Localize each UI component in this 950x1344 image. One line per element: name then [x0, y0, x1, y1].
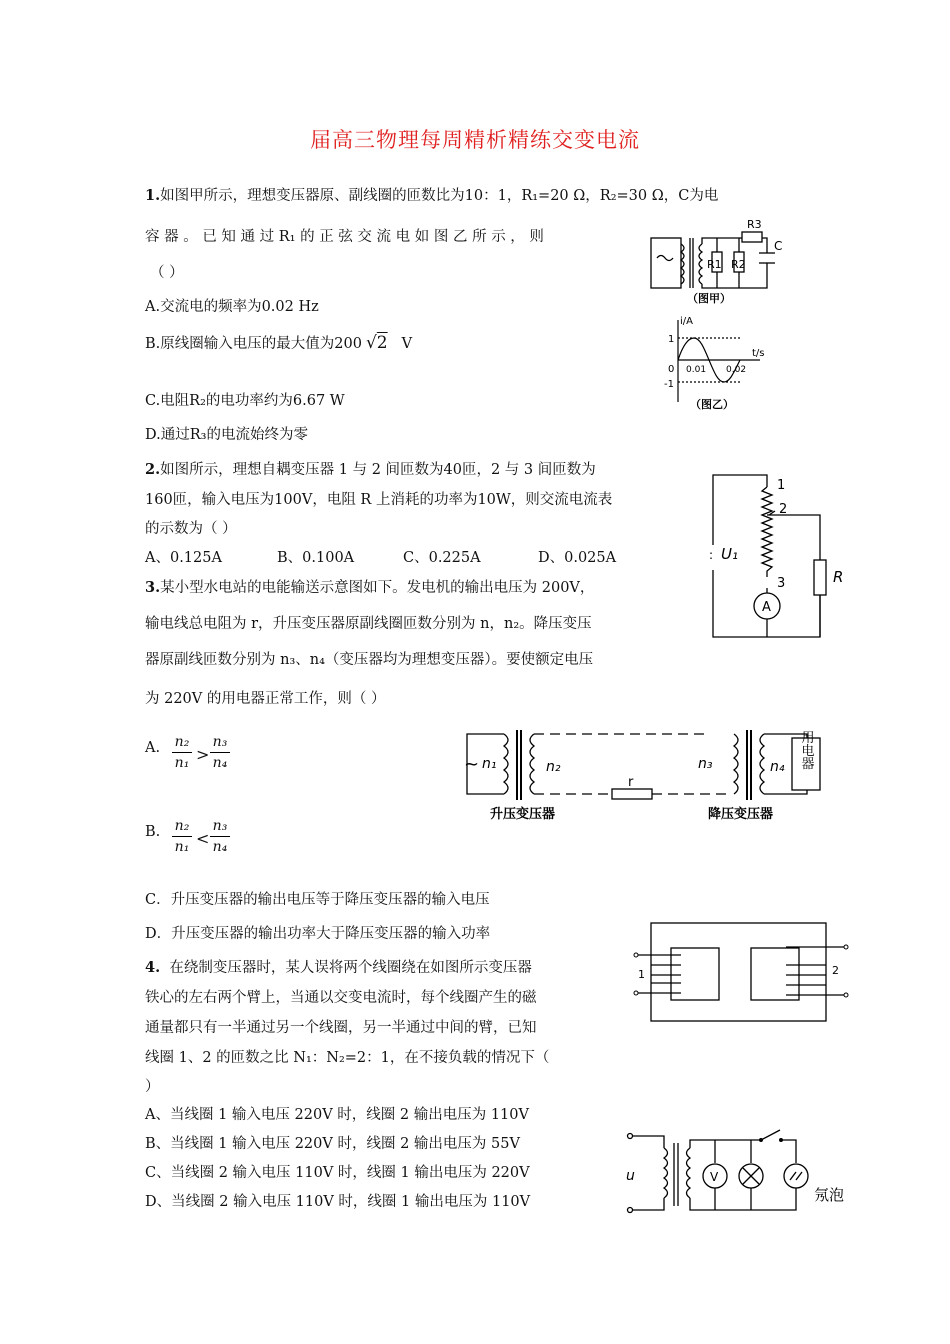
- q1-line2: 容 器 。 已 知 通 过 R₁ 的 正 弦 交 流 电 如 图 乙 所 示 ， 则: [145, 229, 544, 245]
- neon-bulb-label: 氖泡: [814, 1186, 845, 1204]
- q2-option-d: D、0.025A: [538, 550, 617, 566]
- q4-option-d: D、当线圈 2 输入电压 110V 时，线圈 1 输出电压为 110V: [145, 1194, 531, 1210]
- q3-line3: 器原副线匝数分别为 n₃、n₄（变压器均为理想变压器）。要使额定电压: [145, 652, 594, 668]
- n2-label: n₂: [546, 759, 561, 775]
- q1-option-b: B.原线圈输入电压的最大值为200 √2 V: [145, 333, 413, 353]
- q1-option-a: A.交流电的频率为0.02 Hz: [145, 299, 319, 315]
- figure-jia-circuit: [647, 218, 787, 308]
- q1-line1: 1.如图甲所示，理想变压器原、副线圈的匝数比为10：1，R₁=20 Ω，R₂=30 Ω，C为电: [145, 187, 719, 204]
- load-label: 用电器: [798, 730, 814, 770]
- q3-number: 3.: [145, 579, 161, 596]
- q3-line1: 3.某小型水电站的电能输送示意图如下。发电机的输出电压为 200V，: [145, 579, 595, 596]
- figure-yi-graph: [660, 312, 780, 412]
- x-tick-002: 0.02: [726, 365, 747, 375]
- tap-2-label: 2: [779, 502, 788, 517]
- q4-line5: ）: [145, 1079, 160, 1095]
- q3-option-c: C．升压变压器的输出电压等于降压变压器的输入电压: [145, 892, 490, 908]
- q3-option-b-fraction-2: n₃ n₄: [210, 818, 230, 855]
- secondary-coil-icon: [699, 244, 702, 284]
- secondary-coil-icon: [687, 1148, 691, 1198]
- q2-line2: 160匝，输入电压为100V，电阻 R 上消耗的功率为10W，则交流电流表: [145, 492, 613, 508]
- c-label: C: [774, 239, 783, 253]
- q2-line3: 的示数为（ ）: [145, 521, 237, 537]
- figure-jia-caption: （图甲）: [687, 292, 731, 305]
- iron-core-window-right: [751, 948, 799, 1000]
- figure-q2-autotransformer: [705, 465, 855, 640]
- neon-bulb-icon: [784, 1164, 808, 1188]
- step-down-caption: 降压变压器: [708, 807, 774, 822]
- tap-1-label: 1: [777, 478, 786, 493]
- n3-label: n₃: [698, 756, 713, 772]
- q1-line3: （ ）: [150, 265, 184, 281]
- q3-option-a-fraction-2: n₃ n₄: [210, 734, 230, 771]
- y-tick-neg1: -1: [664, 379, 674, 390]
- primary-loop: [651, 238, 681, 288]
- ammeter-label: A: [762, 600, 771, 615]
- r3-label: R3: [747, 218, 762, 231]
- x-axis-label: t/s: [752, 348, 765, 359]
- q3-option-a-fraction-1: n₂ n₁: [172, 734, 192, 771]
- y-tick-1: 1: [668, 334, 675, 345]
- q3-line4: 为 220V 的用电器正常工作，则（ ）: [145, 691, 386, 707]
- resistor-r-label: R: [833, 568, 844, 586]
- figure-yi-caption: （图乙）: [690, 398, 734, 411]
- q1-option-d: D.通过R₃的电流始终为零: [145, 427, 308, 443]
- n1-label: n₁: [482, 756, 497, 772]
- q1-number: 1.: [145, 187, 161, 204]
- r-label: r: [628, 775, 634, 790]
- tap-3-label: 3: [777, 576, 786, 591]
- q4-option-c: C、当线圈 2 输入电压 110V 时，线圈 1 输出电压为 220V: [145, 1165, 530, 1181]
- primary-coil-icon: [664, 1148, 668, 1198]
- q3-option-d: D．升压变压器的输出功率大于降压变压器的输入功率: [145, 926, 491, 942]
- q2-option-b: B、0.100A: [277, 550, 355, 566]
- q4-line3: 通量都只有一半通过另一个线圈，另一半通过中间的臂，已知: [145, 1020, 537, 1036]
- ac-source-icon: [657, 256, 673, 261]
- y-tick-0: 0: [668, 364, 675, 375]
- ac-source-symbol: ~: [464, 754, 480, 775]
- autotransformer-coil-icon: [762, 487, 772, 577]
- q3-line2: 输电线总电阻为 r，升压变压器原副线圈匝数分别为 n，n₂。降压变压: [145, 616, 592, 632]
- svg-text::: :: [709, 548, 714, 562]
- step-up-secondary-coil: [530, 734, 534, 794]
- q3-option-b-operator: <: [196, 829, 210, 848]
- iron-core-outer: [651, 923, 826, 1021]
- q2-number: 2.: [145, 461, 161, 478]
- figure-q4-core: [626, 920, 856, 1025]
- y-axis-label: i/A: [680, 316, 693, 327]
- q4-line2: 铁心的左右两个臂上，当通以交变电流时，每个线圈产生的磁: [145, 990, 537, 1006]
- r2-label: R2: [731, 258, 746, 271]
- iron-core-window-left: [671, 948, 719, 1000]
- line-resistor-r: [612, 789, 652, 799]
- voltmeter-label: V: [710, 1170, 719, 1184]
- q4-number: 4.: [145, 959, 161, 976]
- figure-neon-circuit: [624, 1128, 864, 1218]
- coil-2-label: 2: [832, 964, 839, 977]
- input-voltage-label: U₁: [721, 545, 738, 563]
- figure-q3-transmission: [462, 728, 842, 823]
- r1-label: R1: [707, 258, 722, 271]
- q1-option-c: C.电阻R₂的电功率约为6.67 W: [145, 393, 345, 409]
- u-label: u: [626, 1168, 635, 1184]
- step-up-caption: 升压变压器: [490, 807, 556, 822]
- q4-option-b: B、当线圈 1 输入电压 220V 时，线圈 2 输出电压为 55V: [145, 1136, 520, 1152]
- resistor-r: [814, 560, 826, 595]
- q3-option-b-label: B.: [145, 824, 161, 840]
- step-down-secondary-coil: [760, 734, 764, 794]
- switch-icon: [761, 1130, 780, 1140]
- q4-line4: 线圈 1、2 的匝数之比 N₁：N₂=2：1，在不接负载的情况下（: [145, 1050, 550, 1066]
- step-down-primary-coil: [734, 734, 738, 794]
- page-title: 届高三物理每周精析精练交变电流: [310, 128, 640, 152]
- step-up-primary-coil: [504, 734, 508, 794]
- q2-line1: 2.如图所示，理想自耦变压器 1 与 2 间匝数为40匝，2 与 3 间匝数为: [145, 461, 596, 478]
- q3-option-b-fraction-1: n₂ n₁: [172, 818, 192, 855]
- n4-label: n₄: [770, 759, 785, 775]
- r3-resistor: [742, 232, 762, 242]
- q3-option-a-label: A.: [145, 740, 161, 756]
- q4-line1: 4. 在绕制变压器时，某人误将两个线圈绕在如图所示变压器: [145, 959, 532, 976]
- q2-option-a: A、0.125A: [145, 550, 222, 566]
- x-tick-001: 0.01: [686, 365, 707, 375]
- q2-option-c: C、0.225A: [403, 550, 481, 566]
- q4-option-a: A、当线圈 1 输入电压 220V 时，线圈 2 输出电压为 110V: [145, 1107, 529, 1123]
- coil-1-label: 1: [638, 968, 645, 981]
- q3-option-a-operator: >: [196, 745, 210, 764]
